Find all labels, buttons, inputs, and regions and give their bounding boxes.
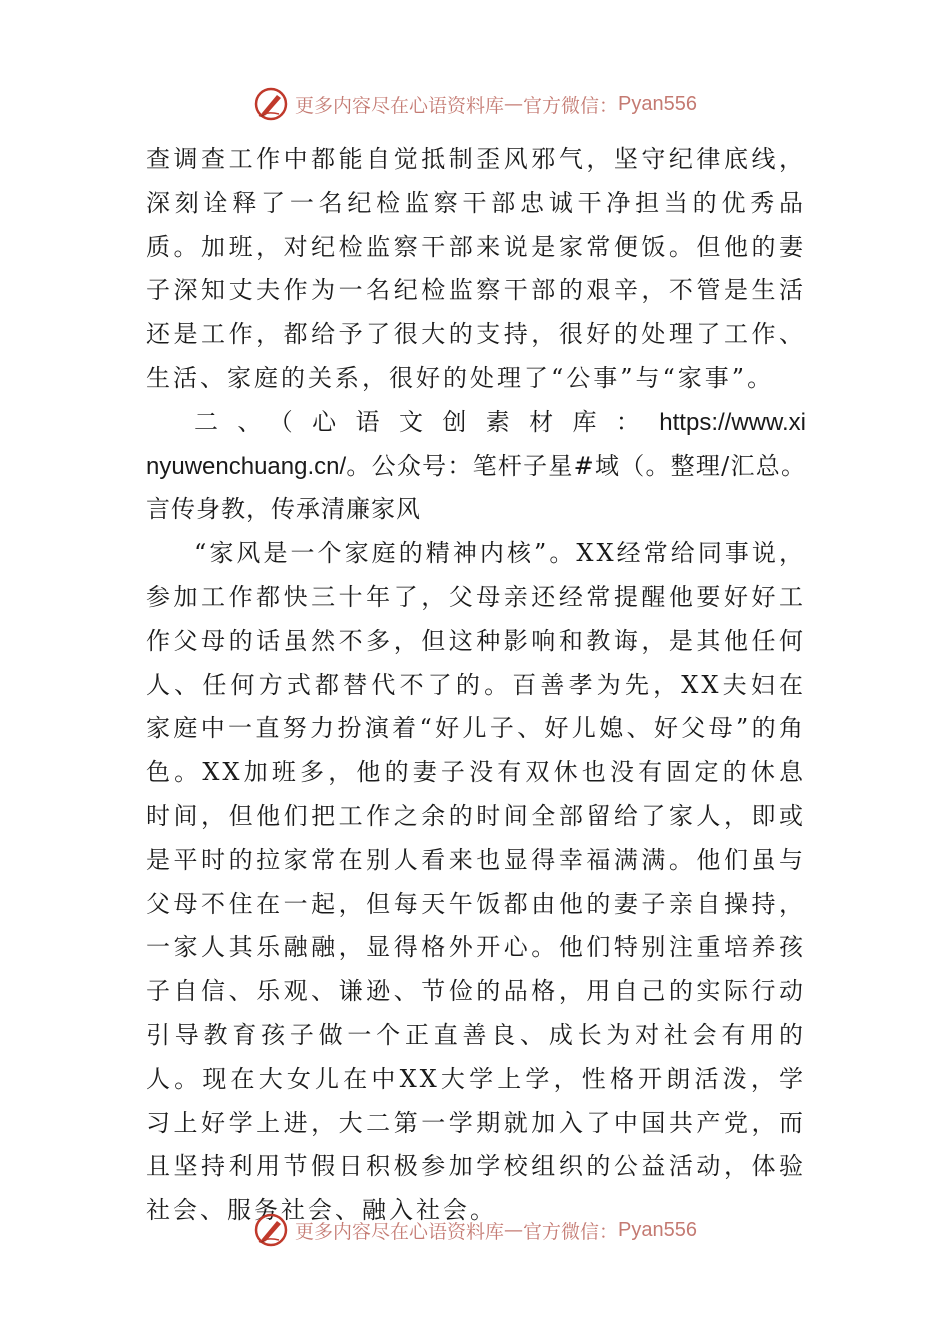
heading-prefix: 二、（心语文创素材库：	[194, 407, 660, 436]
banner-main-text: 更多内容尽在心语资料库	[295, 1220, 505, 1243]
banner-sub-text: 官方微信：	[523, 94, 619, 117]
document-body	[146, 138, 806, 1233]
banner-main-text: 更多内容尽在心语资料库	[295, 94, 505, 117]
header-watermark-banner	[0, 84, 950, 124]
paragraph-2: “家风是一个家庭的精神内核”。XX经常给同事说，参加工作都快三十年了，父母亲还经常提醒他要好好工作父母的话虽然不多，但这种影响和教诲，是其他任何人、任何方式都替代不了的。百善孝为先，XX夫妇在家庭中一直努力扮演着“好儿子、好儿媳、好父母”的角色。XX加班多，他的妻子没有双休也没有固定的休息时间，但他们把工作之余的时间全部留给了家人，即或是平时的拉家常在别人看来也显得幸福满满。他们虽与父母不住在一起，但每天午饭都由他的妻子亲自操持，一家人其乐融融，显得格外开心。他们特别注重培养孩子自信、乐观、谦逊、节俭的品格，用自己的实际行动引导教育孩子做一个正直善良、成长为对社会有用的人。现在大女儿在中XX大学上学，性格开朗活泼，学习上好学上进，大二第一学期就加入了中国共产党，而且坚持利用节假日积极参加学校组织的公益活动，体验社会、服务社会、融入社会。	[146, 539, 806, 1225]
banner-dash: —	[504, 93, 524, 115]
banner-sub-text: 官方微信：	[523, 1220, 619, 1243]
banner-wechat-id: Pyan556	[618, 1218, 697, 1241]
footer-watermark-banner	[0, 1210, 950, 1250]
pen-logo-icon	[253, 86, 289, 122]
paragraph-1: 查调查工作中都能自觉抵制歪风邪气，坚守纪律底线，深刻诠释了一名纪检监察干部忠诚干净担当的优秀品质。加班，对纪检监察干部来说是家常便饭。但他的妻子深知丈夫作为一名纪检监察干部的艰辛，不管是生活还是工作，都给予了很大的支持，很好的处理了工作、生活、家庭的关系，很好的处理了“公事”与“家事”。	[146, 145, 806, 392]
section-heading	[146, 401, 806, 532]
banner-dash: —	[504, 1219, 524, 1241]
heading-url: https://www.xinyuwenchuang.cn/	[146, 408, 806, 480]
heading-suffix: 。公众号：笔杆子星#域（。整理/汇总。言传身教，传承清廉家风	[146, 451, 806, 524]
banner-wechat-id: Pyan556	[618, 92, 697, 115]
pen-logo-icon	[253, 1212, 289, 1248]
